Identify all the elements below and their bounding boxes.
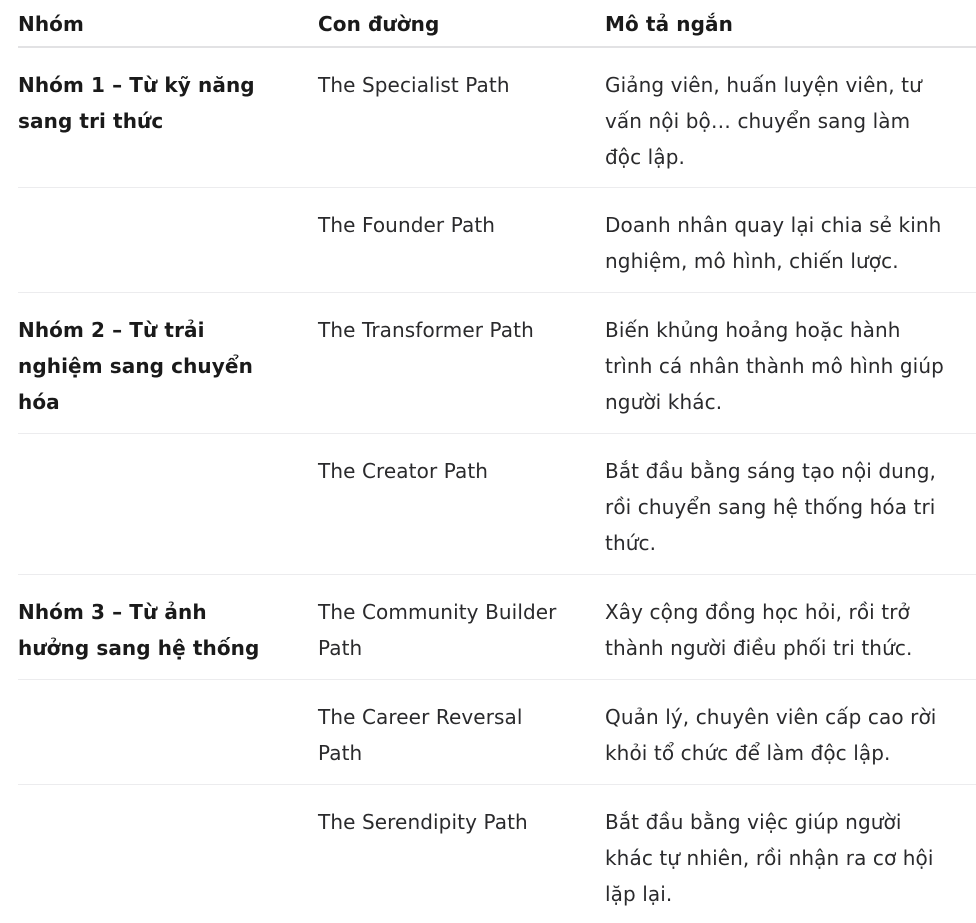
group-cell: Nhóm 3 – Từ ảnh hưởng sang hệ thống [18,600,260,660]
table-row [18,293,976,434]
header-group: Nhóm [18,12,84,36]
table-row [18,434,976,575]
path-cell: The Creator Path [318,459,489,483]
desc-cell: Quản lý, chuyên viên cấp cao rời khỏi tổ chức để làm độc lập. [605,705,937,765]
table-row [18,680,976,785]
paths-table [18,0,976,923]
table-row [18,785,976,923]
path-cell: The Community Builder Path [318,600,557,660]
desc-cell: Biến khủng hoảng hoặc hành trình cá nhân thành mô hình giúp người khác. [605,318,944,414]
header-desc: Mô tả ngắn [605,12,733,36]
path-cell: The Transformer Path [318,318,534,342]
group-cell: Nhóm 1 – Từ kỹ năng sang tri thức [18,73,255,133]
table-row [18,188,976,293]
desc-cell: Bắt đầu bằng sáng tạo nội dung, rồi chuyển sang hệ thống hóa tri thức. [605,459,936,555]
table-row [18,48,976,188]
path-cell: The Career Reversal Path [318,705,523,765]
path-cell: The Specialist Path [318,73,510,97]
header-path: Con đường [318,12,440,36]
desc-cell: Xây cộng đồng học hỏi, rồi trở thành người điều phối tri thức. [605,600,913,660]
path-cell: The Founder Path [318,213,496,237]
path-cell: The Serendipity Path [318,810,528,834]
group-cell: Nhóm 2 – Từ trải nghiệm sang chuyển hóa [18,318,253,414]
desc-cell: Giảng viên, huấn luyện viên, tư vấn nội bộ… chuyển sang làm độc lập. [605,73,922,169]
table-row [18,575,976,680]
table-header [18,0,976,48]
desc-cell: Doanh nhân quay lại chia sẻ kinh nghiệm, mô hình, chiến lược. [605,213,942,273]
desc-cell: Bắt đầu bằng việc giúp người khác tự nhiên, rồi nhận ra cơ hội lặp lại. [605,810,934,906]
